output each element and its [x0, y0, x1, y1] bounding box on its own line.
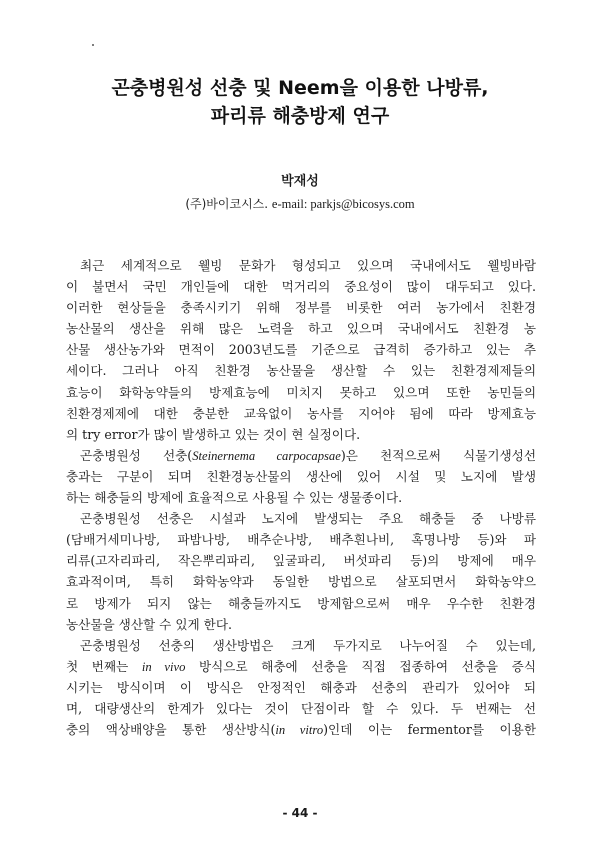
body-line: 산물 생산농가와 면적이 2003년도를 기준으로 급격히 증가하고 있는 추 — [66, 342, 536, 358]
body-line: 최근 세계적으로 웰빙 문화가 형성되고 있으며 국내에서도 웰빙바람 — [80, 258, 536, 273]
body-line — [66, 656, 536, 677]
body-text-span: )인데 이는 fermentor를 이용한 — [323, 722, 537, 738]
body-line: 이 불면서 국민 개인들에 대한 먹거리의 중요성이 많이 대두되고 있다. — [66, 279, 536, 295]
body-line: 시키는 방식이며 이 방식은 안정적인 해충과 선충의 관리가 있어야 되 — [66, 679, 536, 695]
body-line: 곤충병원성 선충의 생산방법은 크게 두가지로 나누어질 수 있는데, — [80, 637, 536, 653]
document-title — [40, 74, 560, 130]
body-text-span: 곤충병원성 선충( — [80, 447, 193, 463]
body-line: 농산물의 생산을 위해 많은 노력을 하고 있으며 국내에서도 친환경 농 — [66, 321, 536, 337]
body-line: 효능이 화학농약들의 방제효능에 미치지 못하고 있으며 또한 농민들의 — [66, 384, 536, 400]
method-term: in vitro — [275, 723, 324, 738]
affiliation: (주)바이코시스. — [185, 197, 269, 211]
body-line — [66, 445, 536, 466]
title-line-2: 파리류 해충방제 연구 — [210, 105, 390, 127]
body-text-span: 방식으로 해충에 선충을 직접 접종하여 선충을 증식 — [185, 658, 537, 674]
body-line: (담배거세미나방, 파밤나방, 배추순나방, 배추흰나비, 혹명나방 등)와 파 — [66, 532, 536, 548]
body-line: 의 try error가 많이 발생하고 있는 것이 현 실정이다. — [66, 426, 361, 442]
affiliation-line — [0, 195, 600, 213]
body-line — [66, 719, 536, 740]
body-line: 효과적이며, 특히 화학농약과 동일한 방법으로 살포되면서 화학농약으 — [66, 574, 536, 590]
body-line: 농산물을 생산할 수 있게 한다. — [66, 616, 233, 632]
species-name: Steinernema carpocapsae — [192, 448, 341, 463]
body-line: 세이다. 그러나 아직 친환경 농산물을 생산할 수 있는 친환경제제들의 — [66, 363, 536, 379]
body-line: 친환경제제에 대한 충분한 교육없이 농사를 지어야 됨에 따라 방제효능 — [66, 405, 536, 421]
body-text-span: 첫 번째는 — [66, 658, 142, 674]
body-text — [66, 255, 536, 740]
page-number: - 44 - — [282, 806, 318, 820]
author-email: e-mail: parkjs@bicosys.com — [271, 197, 415, 211]
body-line: 이러한 현상들을 충족시키기 위해 정부를 비롯한 여러 농가에서 친환경 — [66, 300, 536, 316]
body-line: 충과는 구분이 되며 친환경농산물의 생산에 있어 시설 및 노지에 발생 — [66, 468, 536, 484]
body-line: 며, 대량생산의 한계가 있다는 것이 단점이라 할 수 있다. 두 번째는 선 — [66, 700, 536, 716]
body-line: 리류(고자리파리, 작은뿌리파리, 잎굴파리, 버섯파리 등)의 방제에 매우 — [66, 553, 536, 569]
method-term: in vivo — [141, 659, 186, 674]
body-text-span: )은 천적으로써 식물기생성선 — [340, 447, 536, 463]
body-line: 로 방제가 되지 않는 해충들까지도 방제함으로써 매우 우수한 친환경 — [66, 595, 536, 611]
scan-speck — [92, 44, 94, 46]
author-name: 박재성 — [281, 174, 319, 189]
title-line-1: 곤충병원성 선충 및 Neem을 이용한 나방류, — [111, 77, 489, 99]
body-line: 곤충병원성 선충은 시설과 노지에 발생되는 주요 해충들 중 나방류 — [80, 511, 536, 527]
body-line: 하는 해충들의 방제에 효율적으로 사용될 수 있는 생물종이다. — [66, 490, 403, 506]
body-text-span: 충의 액상배양을 통한 생산방식( — [66, 722, 276, 738]
